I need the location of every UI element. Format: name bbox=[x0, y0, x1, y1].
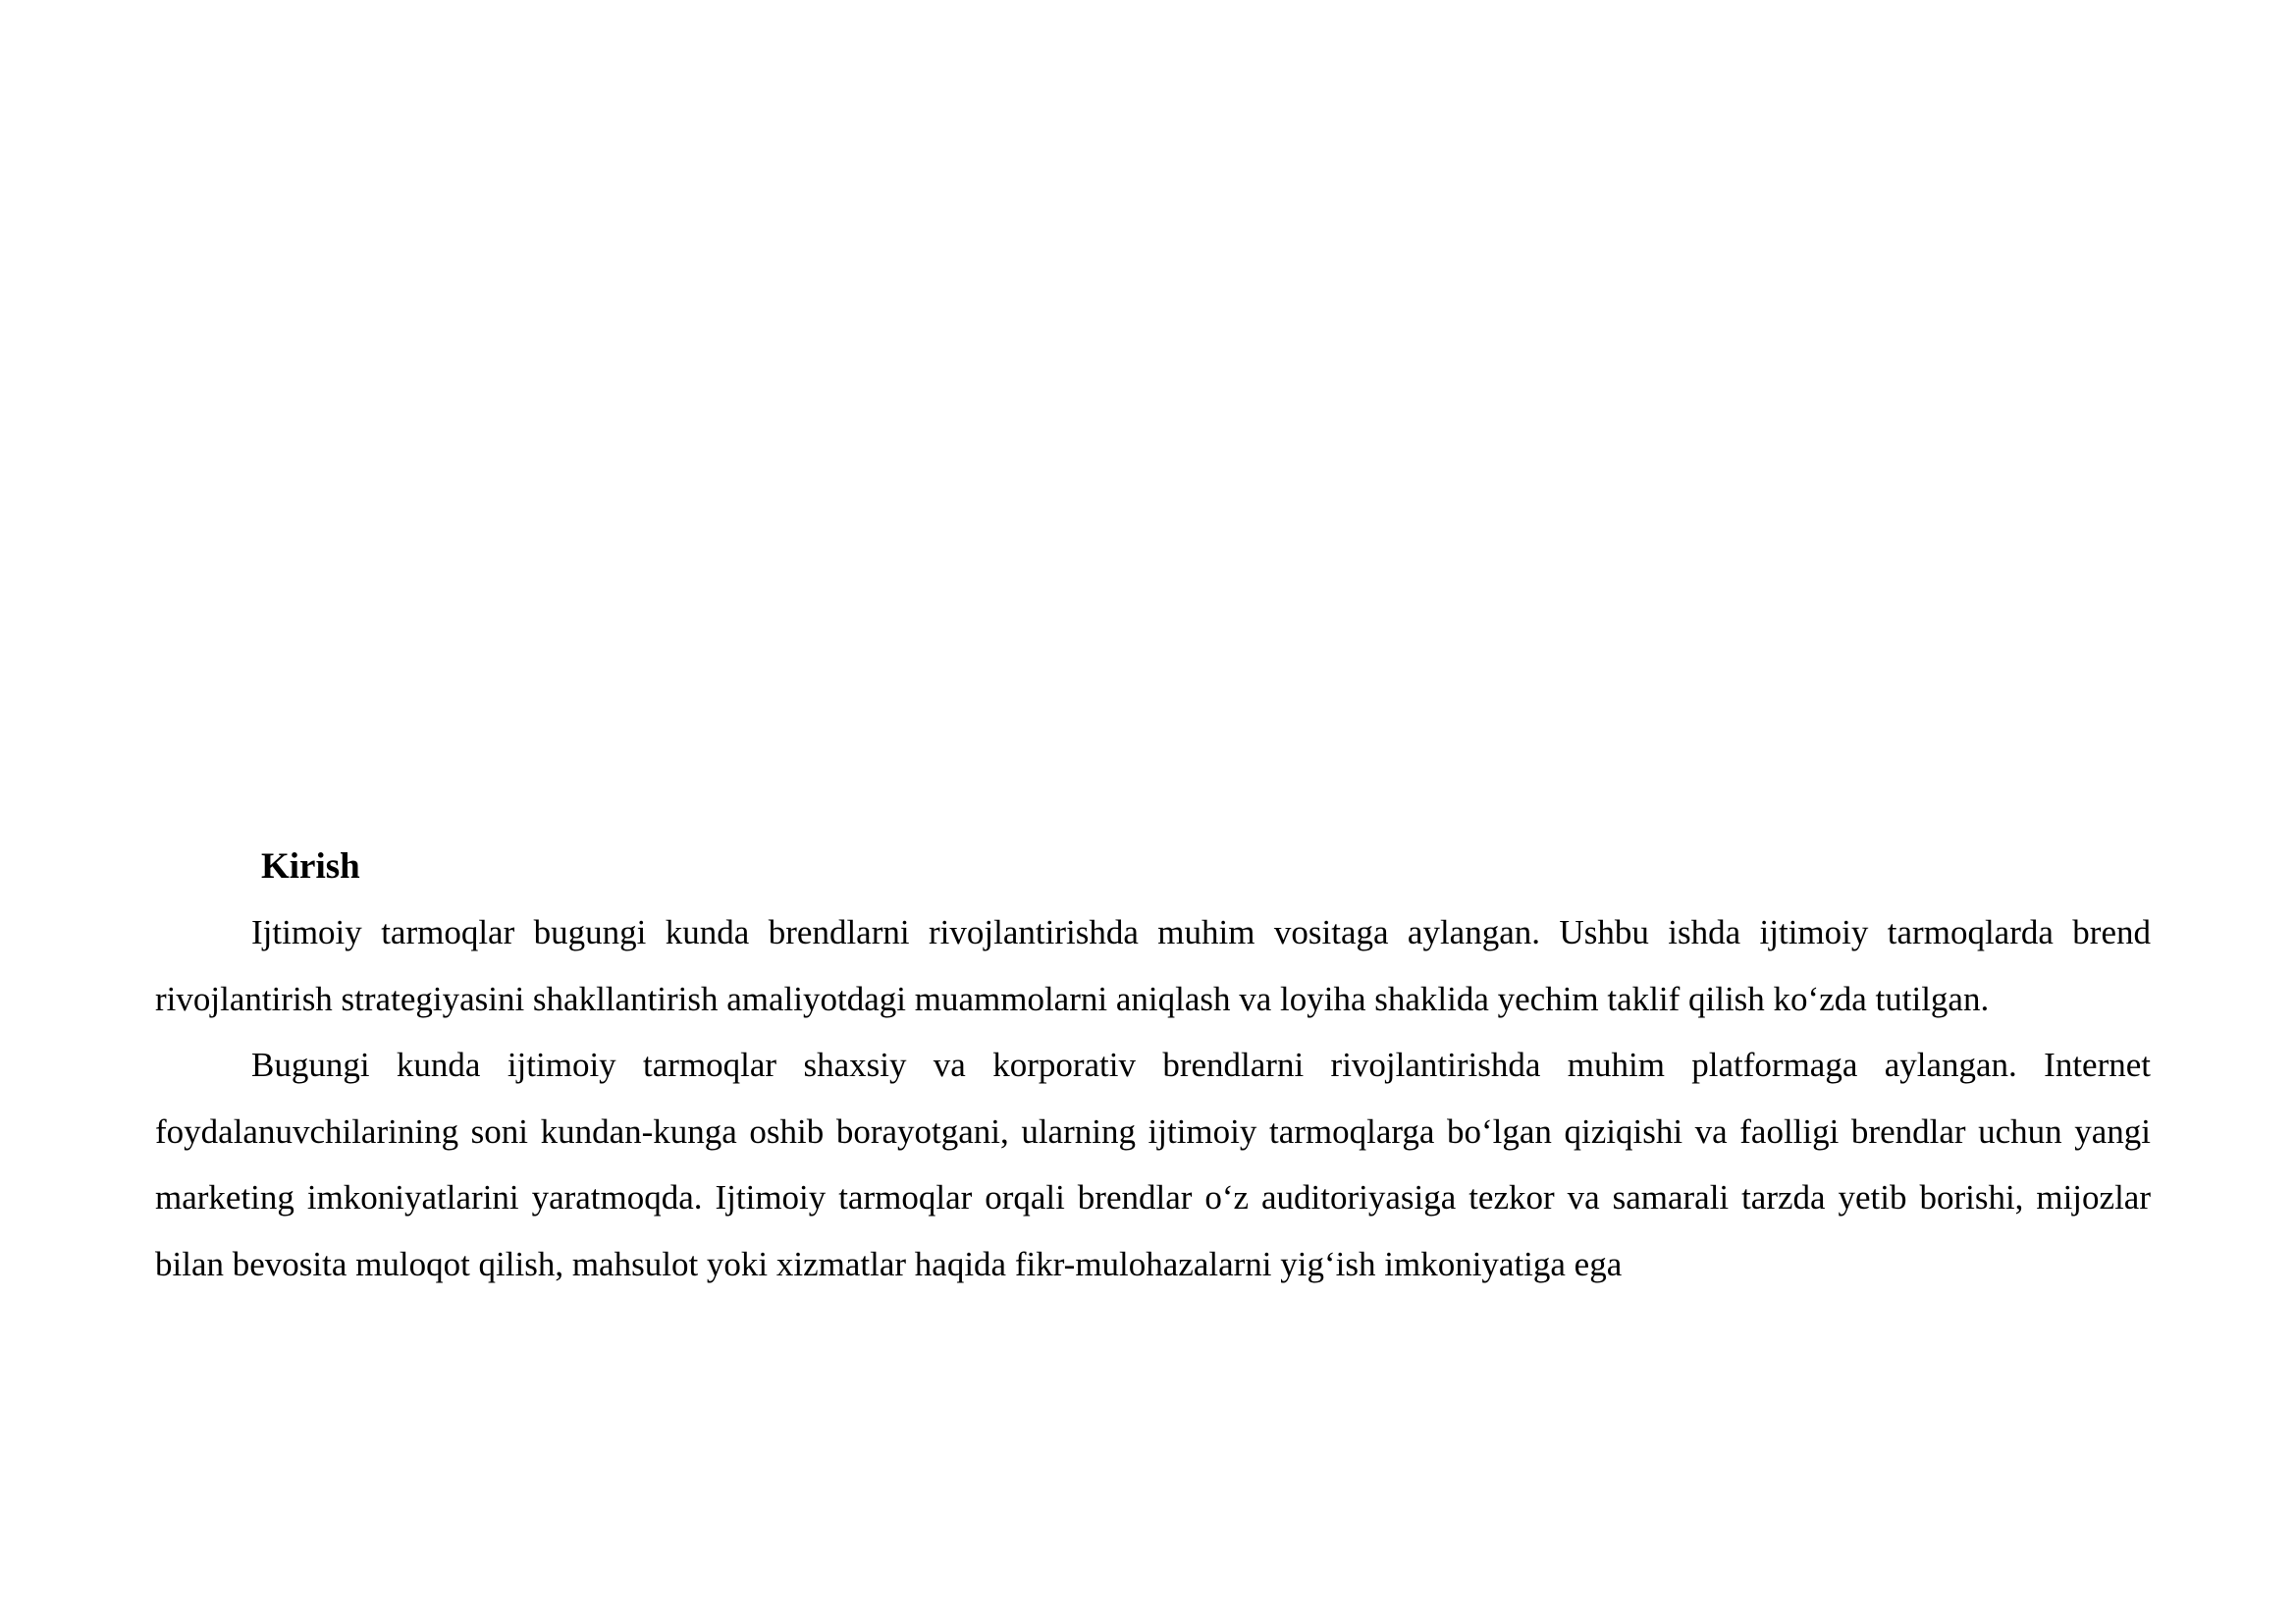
document-body bbox=[155, 835, 2151, 1297]
section-heading: Kirish bbox=[261, 846, 360, 887]
paragraph-body: Bugungi kunda ijtimoiy tarmoqlar shaxsiy va korporativ brendlarni rivojlantirishda muhim platformaga aylangan. Internet foydalanuvchilarining soni kundan-kunga oshib borayotgani, ularning ijtimoiy tarmoqlarga bo‘lgan qiziqishi va faolligi brendlar uchun yangi marketing imkoniyatlarini yaratmoqda. Ijtimoiy tarmoqlar orqali brendlar o‘z auditoriyasiga tezkor va samarali tarzda yetib borishi, mijozlar bilan bevosita muloqot qilish, mahsulot yoki xizmatlar haqida fikr-mulohazalarni yig‘ish imkoniyatiga ega bbox=[155, 1046, 2151, 1283]
paragraph-intro: Ijtimoiy tarmoqlar bugungi kunda brendlarni rivojlantirishda muhim vositaga aylangan. Ushbu ishda ijtimoiy tarmoqlarda brend rivojlantirish strategiyasini shakllantirish amaliyotdagi muammolarni aniqlash va loyiha shaklida yechim taklif qilish ko‘zda tutilgan. bbox=[155, 913, 2151, 1018]
